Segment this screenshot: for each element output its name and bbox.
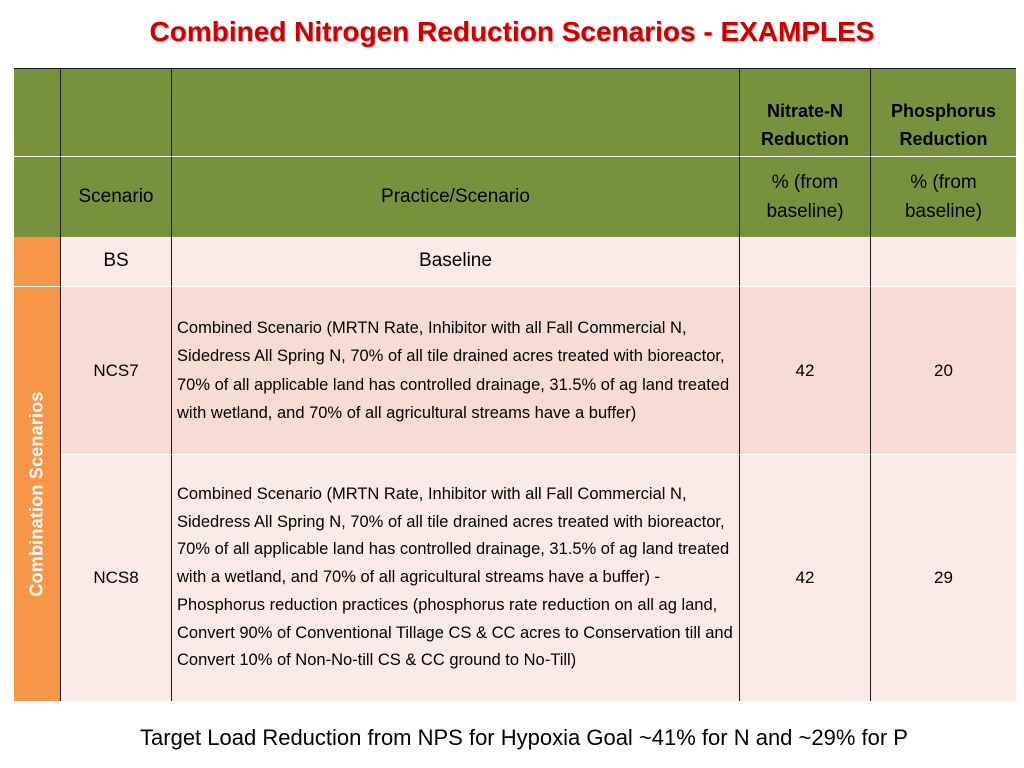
- header-scenario: [61, 157, 172, 237]
- slide-title: Combined Nitrogen Reduction Scenarios - EXAMPLES: [149, 16, 875, 47]
- header-practice: [172, 157, 740, 237]
- table-row-ncs8-practice: [172, 455, 740, 701]
- scenarios-table: [14, 68, 1016, 700]
- header-scenario-top-cell: [61, 69, 172, 157]
- phosphorus-value: 20: [934, 360, 953, 380]
- scenario-id: NCS8: [93, 568, 139, 588]
- table-row-ncs7-phosphorus: [871, 287, 1016, 455]
- header-nitrate-label: Nitrate-N Reduction: [761, 101, 849, 150]
- hypoxia-target-note: Target Load Reduction from NPS for Hypoxia Goal ~41% for N and ~29% for P: [140, 725, 908, 750]
- phosphorus-value: 29: [934, 568, 953, 588]
- practice-text: Combined Scenario (MRTN Rate, Inhibitor with all Fall Commercial N, Sidedress All Spring N, 70% of all tile drained acres treated with bioreactor, 70% of all applicable land has controlled drainage, 31.5% of ag land treated with a wetland, and 70% of all agricultural streams have a buffer) - Phosphorus reduction practices (phosphorus rate reduction on all ag land, Convert 90% of Conventional Tillage CS & CC acres to Conservation till and Convert 10% of Non-No-till CS & CC ground to No-Till): [177, 484, 733, 670]
- table-row-ncs8-nitrate: [740, 455, 871, 701]
- bs-side-cell: [14, 237, 61, 287]
- practice-text: Combined Scenario (MRTN Rate, Inhibitor with all Fall Commercial N, Sidedress All Spring N, 70% of all tile drained acres treated with bioreactor, 70% of all applicable land has controlled drainage, 31.5% of ag land treated with wetland, and 70% of all agricultural streams have a buffer): [177, 319, 730, 422]
- nitrate-value: 42: [795, 360, 815, 380]
- practice-text: Baseline: [419, 250, 492, 272]
- header-corner-cell: [14, 69, 61, 157]
- header-nitrate-unit: [740, 157, 871, 237]
- header-phosphorus-reduction: [871, 69, 1016, 157]
- header-nitrate-unit-label: % (from baseline): [766, 171, 844, 222]
- table-row-ncs8-phosphorus: [871, 455, 1016, 701]
- nitrate-value: 42: [795, 568, 815, 588]
- group-label: Combination Scenarios: [26, 391, 47, 597]
- header-phosphorus-unit-label: % (from baseline): [904, 171, 983, 222]
- table-row-ncs8-scenario: [61, 455, 172, 701]
- header-practice-label: Practice/Scenario: [381, 185, 530, 207]
- table-row-ncs7-nitrate: [740, 287, 871, 455]
- header-corner-cell-2: [14, 157, 61, 237]
- header-phosphorus-label: Phosphorus Reduction: [890, 101, 996, 150]
- table-row-bs-scenario: [61, 237, 172, 287]
- combination-scenarios-group: [14, 287, 61, 701]
- table-row-bs-phosphorus: [871, 237, 1016, 287]
- table-row-ncs7-practice: [172, 287, 740, 455]
- header-practice-top-cell: [172, 69, 740, 157]
- table-row-ncs7-scenario: [61, 287, 172, 455]
- header-scenario-label: Scenario: [78, 185, 154, 207]
- header-phosphorus-unit: [871, 157, 1016, 237]
- header-nitrate-reduction: [740, 69, 871, 157]
- table-row-bs-nitrate: [740, 237, 871, 287]
- scenario-id: NCS7: [93, 360, 139, 380]
- scenario-id: BS: [103, 250, 129, 272]
- table-row-bs-practice: [172, 237, 740, 287]
